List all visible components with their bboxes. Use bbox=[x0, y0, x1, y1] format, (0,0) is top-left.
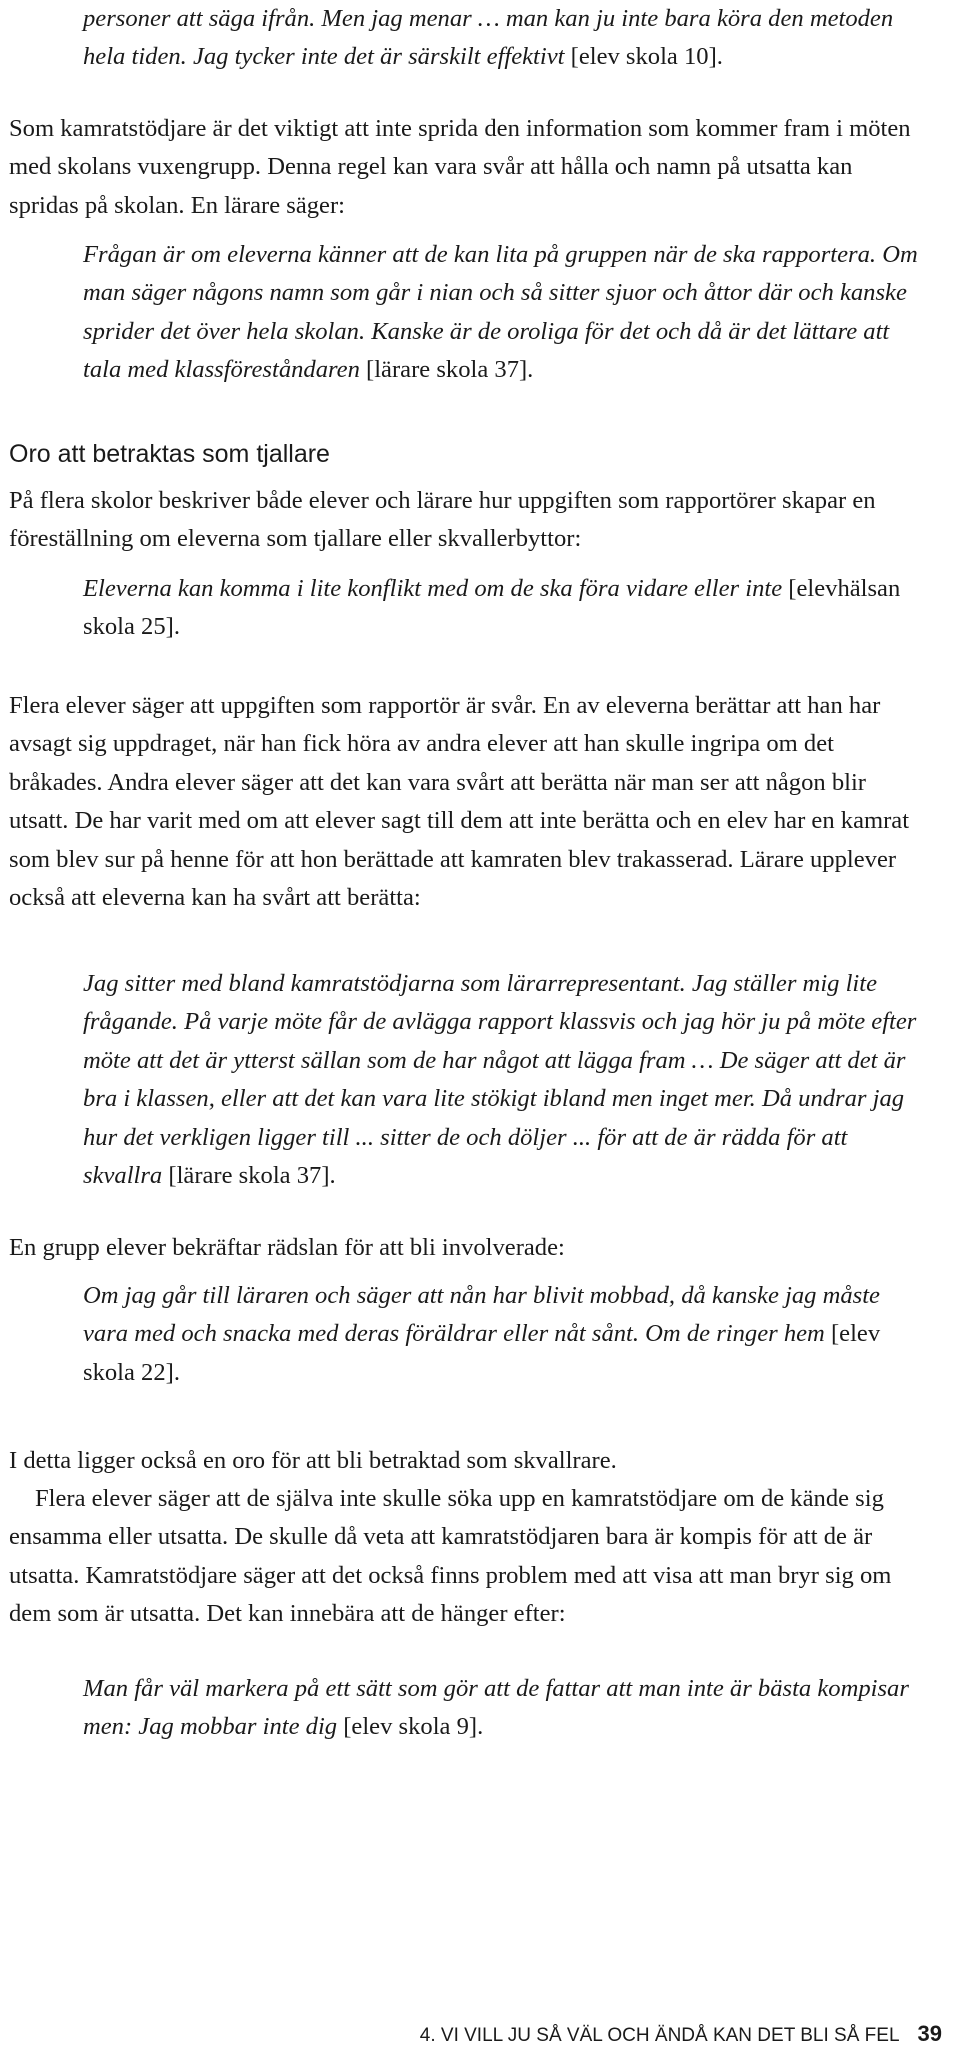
quote-reference: [elev skola 22]. bbox=[83, 1320, 881, 1386]
quote-student-friends bbox=[83, 1670, 929, 1747]
paragraph-fear-involvement: En grupp elever bekräftar rädslan för att bli involverade: bbox=[9, 1234, 565, 1261]
paragraph-tjallare: På flera skolor beskriver både elever och lärare hur uppgiften som rapportörer skapar en föreställning om eleverna som tjallare eller skvallerbyttor: bbox=[9, 487, 876, 553]
quote-reference: [lärare skola 37]. bbox=[162, 1162, 336, 1190]
quote-continuation bbox=[83, 0, 929, 77]
paragraph-confidentiality: Som kamratstödjare är det viktigt att inte sprida den information som kommer fram i möten med skolans vuxengrupp. Denna regel kan vara svår att hålla och namn på utsatta kan spridas på skolan. En lärare säger: bbox=[9, 115, 911, 219]
quote-text: Man får väl markera på ett sätt som gör att de fattar att man inte är bästa kompisar men: Jag mobbar inte dig bbox=[83, 1675, 909, 1741]
paragraph-reporter-difficult: Flera elever säger att uppgiften som rapportör är svår. En av eleverna berättar att han har avsagt sig uppdraget, när han fick höra av andra elever att han skulle ingripa om det bråkades. Andra elever säger att det kan vara svårt att berätta när man ser att någon blir utsatt. De har varit med om att elever sagt till dem att inte berätta och en elev har en kamrat som blev sur på henne för att hon berättade att kamraten blev trakasserad. Lärare upplever också att eleverna kan ha svårt att berätta: bbox=[9, 692, 910, 912]
quote-text: Eleverna kan komma i lite konflikt med om de ska föra vidare eller inte bbox=[83, 575, 783, 602]
page-footer bbox=[420, 2021, 942, 2047]
quote-text: Frågan är om eleverna känner att de kan lita på gruppen när de ska rapportera. Om man säger någons namn som går i nian och så sitter sjuor och åttor där och kanske sprider det över hela skolan. Kanske är de oroliga för det och då är det lättare att tala med klassföreståndaren bbox=[83, 241, 918, 384]
quote-elevhalsan bbox=[83, 570, 929, 647]
quote-reference: [elev skola 10]. bbox=[564, 43, 723, 71]
paragraph-peer-support bbox=[9, 1480, 927, 1634]
quote-text: Jag sitter med bland kamratstödjarna som lärarrepresentant. Jag ställer mig lite frågande. På varje möte får de avlägga rapport klassvis och jag hör ju på möte efter möte att det är ytterst sällan som de har något att lägga fram … De säger att det är bra i klassen, eller att det kan vara lite stökigt ibland men inget mer. Då undrar jag hur det verkligen ligger till ... sitter de och döljer ... för att de är rädda för att skvallra bbox=[83, 970, 917, 1190]
quote-reference: [lärare skola 37]. bbox=[359, 356, 534, 384]
section-heading: Oro att betraktas som tjallare bbox=[9, 440, 330, 468]
quote-text: Om jag går till läraren och säger att nån har blivit mobbad, då kanske jag måste vara med och snacka med deras föräldrar eller nåt sånt. Om de ringer hem bbox=[83, 1282, 880, 1348]
quote-reference: [elevhälsan skola 25]. bbox=[83, 575, 901, 641]
chapter-title: 4. VI VILL JU SÅ VÄL OCH ÄNDÅ KAN DET BLI SÅ FEL bbox=[419, 2025, 900, 2046]
quote-reference: [elev skola 9]. bbox=[337, 1713, 484, 1741]
paragraph-skvallrare: I detta ligger också en oro för att bli betraktad som skvallrare. bbox=[9, 1447, 617, 1474]
paragraph-text: Flera elever säger att de själva inte skulle söka upp en kamratstödjare om de kände sig ensamma eller utsatta. De skulle då veta att kamratstödjaren bara är kompis för att de är utsatta. Kamratstödjare säger att det också finns problem med att visa att man bryr sig om dem som är utsatta. Det kan innebära att de hänger efter: bbox=[9, 1485, 892, 1628]
quote-student-parents bbox=[83, 1277, 929, 1392]
page-number: 39 bbox=[917, 2021, 942, 2046]
quote-teacher-reporting bbox=[83, 236, 929, 390]
quote-teacher-representative bbox=[83, 965, 929, 1195]
quote-text: personer att säga ifrån. Men jag menar … man kan ju inte bara köra den metoden hela tiden. Jag tycker inte det är särskilt effektivt bbox=[83, 5, 894, 71]
